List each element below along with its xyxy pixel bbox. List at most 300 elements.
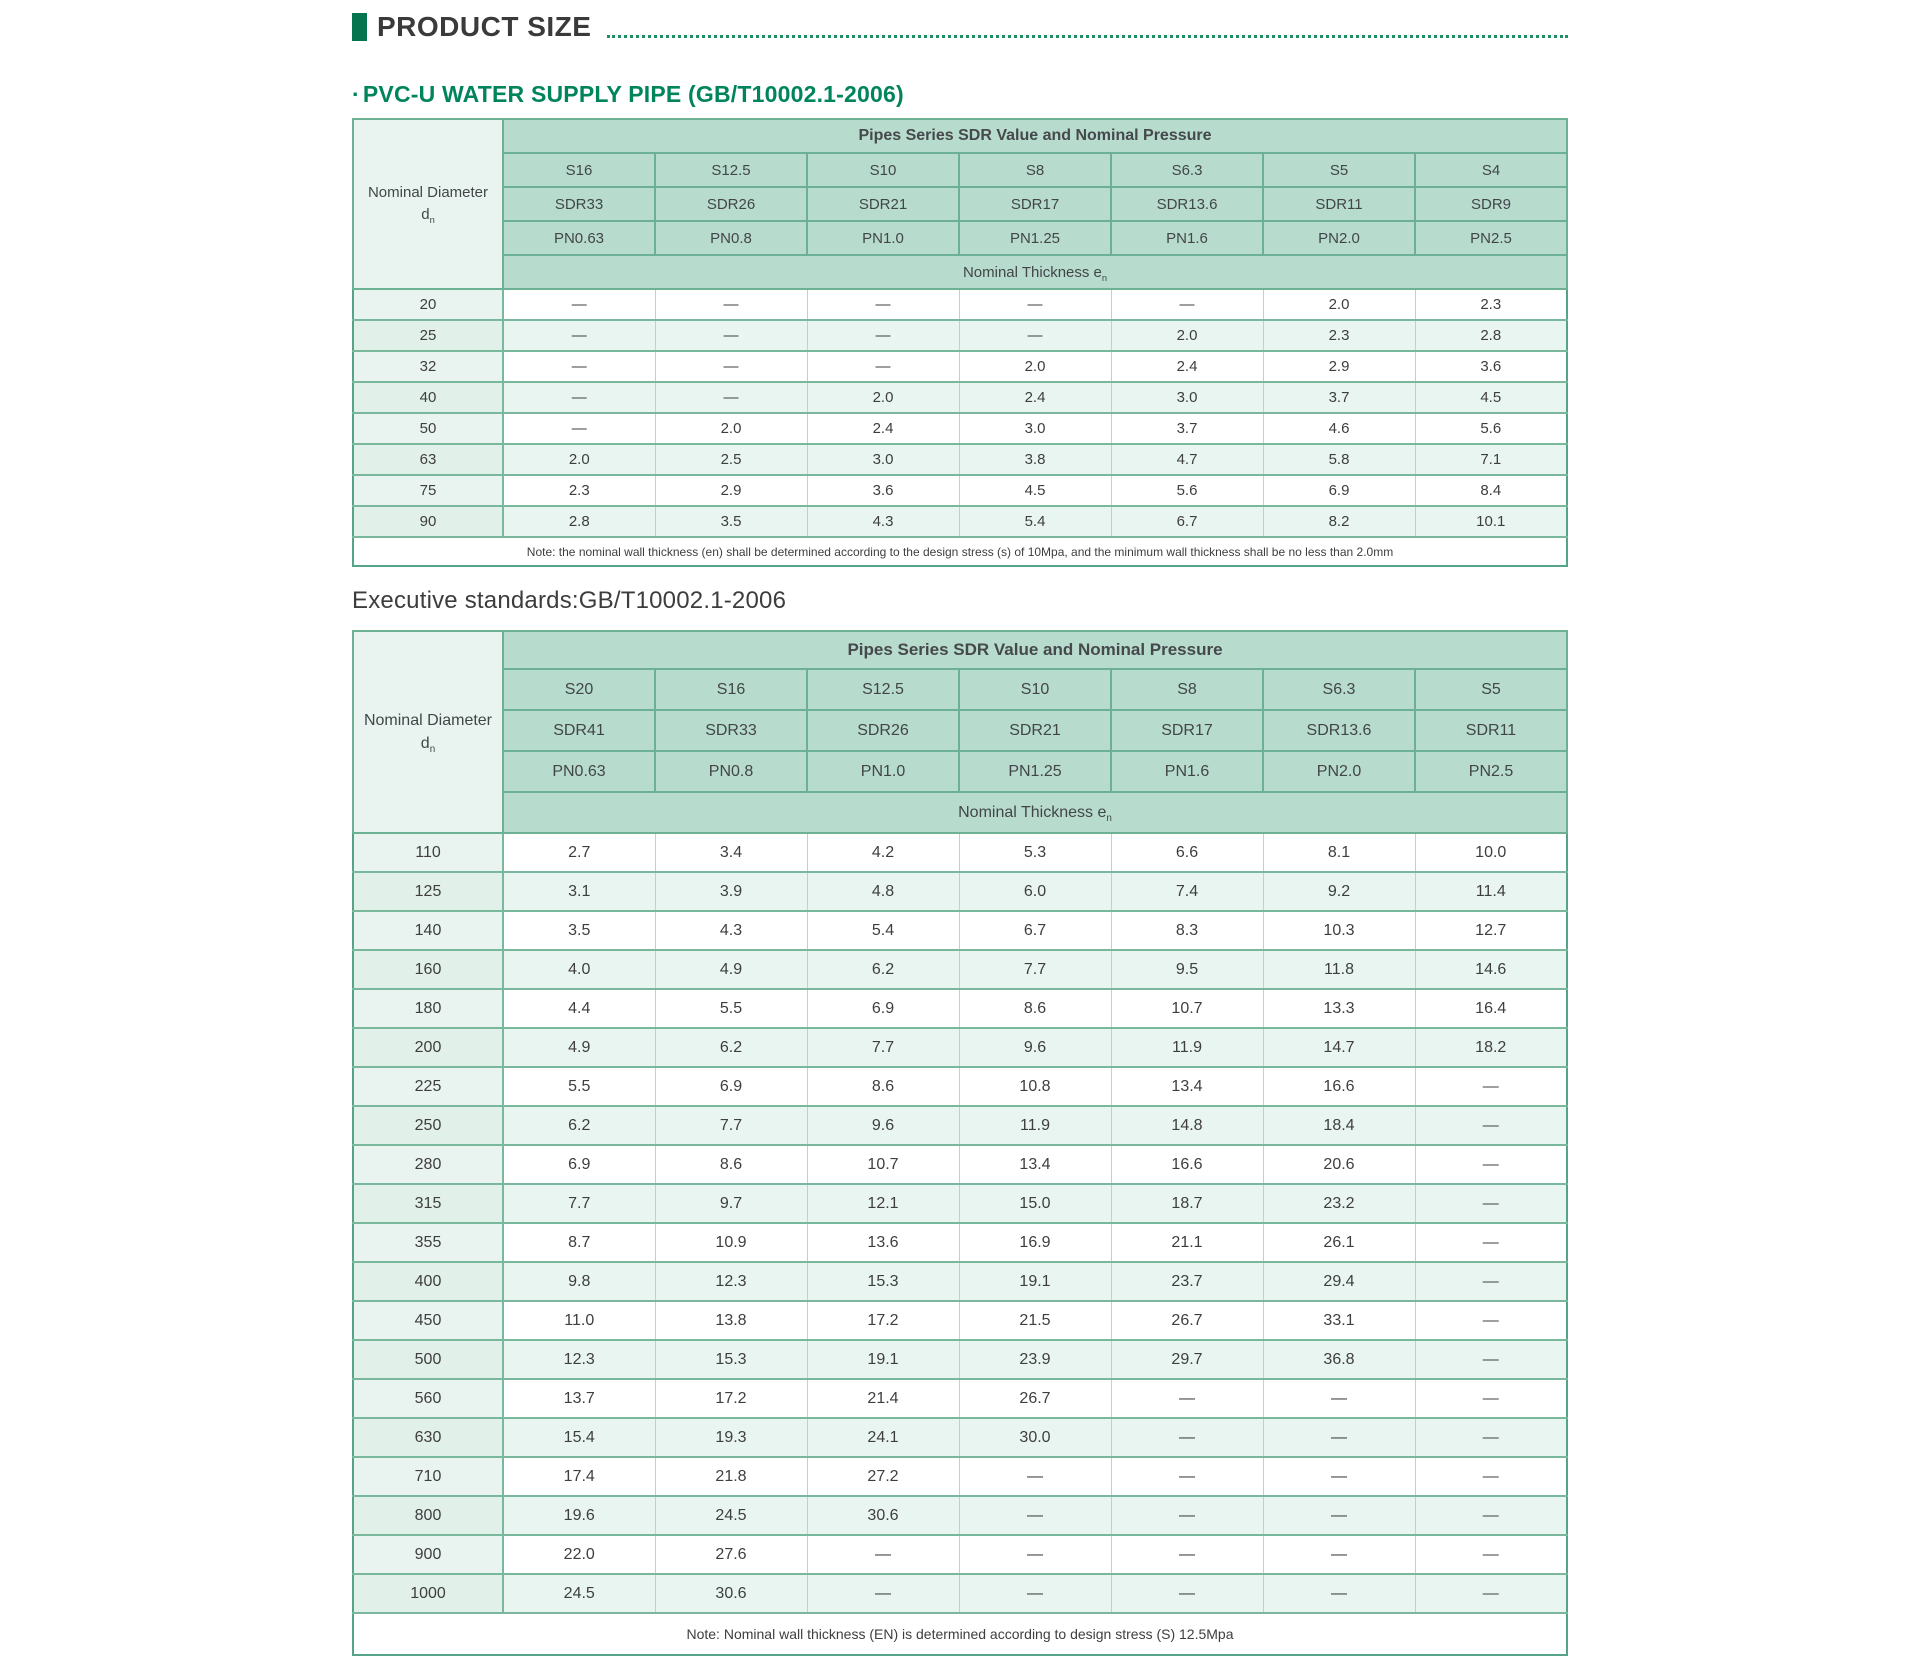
thickness-value-cell: — — [1415, 1262, 1567, 1301]
diameter-label-cell: 1000 — [353, 1574, 503, 1613]
diameter-label-cell: 630 — [353, 1418, 503, 1457]
sdr-header-cell: SDR33 — [503, 187, 655, 221]
thickness-value-cell: 4.3 — [655, 911, 807, 950]
thickness-value-cell: 4.9 — [503, 1028, 655, 1067]
nominal-thickness-row — [353, 255, 1567, 289]
sdr-header-cell: SDR21 — [959, 710, 1111, 751]
thickness-value-cell: — — [1263, 1379, 1415, 1418]
pn-header-cell: PN1.6 — [1111, 221, 1263, 255]
thickness-value-cell: — — [503, 289, 655, 320]
table2-body — [353, 833, 1567, 1613]
pn-header-cell: PN0.8 — [655, 751, 807, 792]
nominal-thickness-header-cell — [503, 792, 1567, 833]
thickness-value-cell: 2.0 — [959, 351, 1111, 382]
table-row — [353, 1496, 1567, 1535]
thickness-value-cell: 2.9 — [1263, 351, 1415, 382]
thickness-value-cell: — — [655, 320, 807, 351]
pn-header-cell: PN2.0 — [1263, 751, 1415, 792]
thickness-value-cell: 9.6 — [959, 1028, 1111, 1067]
thickness-value-cell: 10.0 — [1415, 833, 1567, 872]
thickness-value-cell: — — [807, 289, 959, 320]
thickness-value-cell: 4.5 — [959, 475, 1111, 506]
thickness-value-cell: — — [807, 1574, 959, 1613]
table2-header — [353, 631, 1567, 833]
thickness-value-cell: 13.7 — [503, 1379, 655, 1418]
thickness-value-cell: — — [655, 382, 807, 413]
thickness-value-cell: — — [1415, 1067, 1567, 1106]
thickness-value-cell: 19.1 — [959, 1262, 1111, 1301]
thickness-value-cell: 2.3 — [503, 475, 655, 506]
thickness-value-cell: 4.6 — [1263, 413, 1415, 444]
s-series-header-cell: S6.3 — [1111, 153, 1263, 187]
thickness-value-cell: — — [1111, 1496, 1263, 1535]
thickness-value-cell: 2.0 — [655, 413, 807, 444]
thickness-value-cell: 6.2 — [503, 1106, 655, 1145]
thickness-value-cell: 23.9 — [959, 1340, 1111, 1379]
thickness-value-cell: — — [1263, 1418, 1415, 1457]
corner-cell-nominal-diameter — [353, 631, 503, 833]
thickness-value-cell: — — [1415, 1301, 1567, 1340]
thickness-value-cell: 19.3 — [655, 1418, 807, 1457]
table-row — [353, 475, 1567, 506]
thickness-value-cell: 6.7 — [959, 911, 1111, 950]
thickness-value-cell: 29.4 — [1263, 1262, 1415, 1301]
thickness-value-cell: 12.3 — [503, 1340, 655, 1379]
thickness-value-cell: 30.6 — [655, 1574, 807, 1613]
thickness-value-cell: 6.2 — [655, 1028, 807, 1067]
thickness-value-cell: 4.0 — [503, 950, 655, 989]
table-row — [353, 382, 1567, 413]
diameter-label-cell: 32 — [353, 351, 503, 382]
thickness-value-cell: — — [1111, 1379, 1263, 1418]
diameter-label-cell: 20 — [353, 289, 503, 320]
thickness-value-cell: 8.1 — [1263, 833, 1415, 872]
table-row — [353, 413, 1567, 444]
pn-header-cell: PN0.8 — [655, 221, 807, 255]
thickness-value-cell: — — [1111, 1574, 1263, 1613]
thickness-value-cell: 11.8 — [1263, 950, 1415, 989]
thickness-value-cell: 12.1 — [807, 1184, 959, 1223]
executive-standards: Executive standards:GB/T10002.1-2006 — [352, 587, 787, 614]
thickness-value-cell: 4.5 — [1415, 382, 1567, 413]
thickness-value-cell: 6.2 — [807, 950, 959, 989]
sdr-header-cell: SDR13.6 — [1111, 187, 1263, 221]
thickness-value-cell: 2.0 — [1263, 289, 1415, 320]
thickness-value-cell: — — [1415, 1418, 1567, 1457]
thickness-value-cell: 2.0 — [807, 382, 959, 413]
table-row — [353, 1262, 1567, 1301]
diameter-label-cell: 63 — [353, 444, 503, 475]
symbol-text: Nominal Thickness e — [958, 803, 1107, 821]
corner-label: Nominal Diameter — [367, 184, 489, 202]
table-row — [353, 320, 1567, 351]
thickness-value-cell: 18.7 — [1111, 1184, 1263, 1223]
thickness-value-cell: 24.1 — [807, 1418, 959, 1457]
table-row — [353, 289, 1567, 320]
thickness-value-cell: 2.8 — [503, 506, 655, 537]
thickness-value-cell: — — [1263, 1496, 1415, 1535]
thickness-value-cell: 29.7 — [1111, 1340, 1263, 1379]
thickness-value-cell: 8.3 — [1111, 911, 1263, 950]
h-sdr-row — [353, 710, 1567, 751]
thickness-value-cell: 21.8 — [655, 1457, 807, 1496]
section-title-bar-icon — [352, 13, 367, 41]
s-series-header-cell: S12.5 — [807, 669, 959, 710]
nominal-thickness-header-cell — [503, 255, 1567, 289]
table-row — [353, 872, 1567, 911]
thickness-value-cell: 16.6 — [1111, 1145, 1263, 1184]
thickness-value-cell: 27.2 — [807, 1457, 959, 1496]
pn-header-cell: PN1.0 — [807, 221, 959, 255]
symbol-subscript: n — [429, 215, 435, 225]
thickness-value-cell: 3.0 — [807, 444, 959, 475]
thickness-value-cell: 15.3 — [807, 1262, 959, 1301]
sdr-header-cell: SDR11 — [1263, 187, 1415, 221]
thickness-value-cell: 6.9 — [1263, 475, 1415, 506]
table-row — [353, 950, 1567, 989]
table-row — [353, 1184, 1567, 1223]
s-series-header-cell: S4 — [1415, 153, 1567, 187]
thickness-value-cell: — — [1111, 289, 1263, 320]
thickness-value-cell: 15.4 — [503, 1418, 655, 1457]
table-row — [353, 1223, 1567, 1262]
corner-label: Nominal Diameter — [363, 711, 493, 729]
thickness-value-cell: 36.8 — [1263, 1340, 1415, 1379]
pn-header-cell: PN0.63 — [503, 221, 655, 255]
thickness-value-cell: 3.0 — [1111, 382, 1263, 413]
thickness-value-cell: 10.7 — [807, 1145, 959, 1184]
thickness-value-cell: 7.1 — [1415, 444, 1567, 475]
thickness-value-cell: 4.7 — [1111, 444, 1263, 475]
thickness-value-cell: — — [1415, 1496, 1567, 1535]
thickness-value-cell: 2.0 — [1111, 320, 1263, 351]
sdr-header-cell: SDR13.6 — [1263, 710, 1415, 751]
thickness-value-cell: 13.6 — [807, 1223, 959, 1262]
sdr-header-cell: SDR17 — [959, 187, 1111, 221]
thickness-value-cell: 2.7 — [503, 833, 655, 872]
thickness-value-cell: — — [1111, 1457, 1263, 1496]
thickness-value-cell: 13.8 — [655, 1301, 807, 1340]
thickness-value-cell: 7.4 — [1111, 872, 1263, 911]
sdr-header-cell: SDR9 — [1415, 187, 1567, 221]
thickness-value-cell: 23.7 — [1111, 1262, 1263, 1301]
thickness-value-cell: 8.6 — [807, 1067, 959, 1106]
thickness-value-cell: 3.8 — [959, 444, 1111, 475]
thickness-value-cell: 8.6 — [655, 1145, 807, 1184]
s-series-header-cell: S8 — [959, 153, 1111, 187]
diameter-label-cell: 75 — [353, 475, 503, 506]
table-row — [353, 833, 1567, 872]
s-series-header-cell: S16 — [503, 153, 655, 187]
thickness-value-cell: — — [1415, 1223, 1567, 1262]
thickness-value-cell: — — [1415, 1106, 1567, 1145]
thickness-value-cell: 10.9 — [655, 1223, 807, 1262]
thickness-value-cell: — — [503, 413, 655, 444]
sdr-header-cell: SDR33 — [655, 710, 807, 751]
thickness-value-cell: 15.3 — [655, 1340, 807, 1379]
diameter-label-cell: 450 — [353, 1301, 503, 1340]
table-row — [353, 1574, 1567, 1613]
thickness-value-cell: 8.7 — [503, 1223, 655, 1262]
thickness-value-cell: — — [959, 320, 1111, 351]
thickness-value-cell: 13.4 — [1111, 1067, 1263, 1106]
thickness-value-cell: — — [1263, 1457, 1415, 1496]
thickness-value-cell: 10.7 — [1111, 989, 1263, 1028]
thickness-value-cell: — — [1111, 1418, 1263, 1457]
symbol-text: d — [421, 206, 430, 223]
thickness-value-cell: — — [959, 1574, 1111, 1613]
diameter-label-cell: 50 — [353, 413, 503, 444]
thickness-value-cell: 3.9 — [655, 872, 807, 911]
thickness-value-cell: — — [807, 320, 959, 351]
thickness-value-cell: — — [1415, 1379, 1567, 1418]
pvcu-pipe-size-table-small-diameters — [352, 118, 1568, 567]
dotted-divider — [607, 35, 1568, 38]
thickness-value-cell: 11.9 — [1111, 1028, 1263, 1067]
diameter-label-cell: 40 — [353, 382, 503, 413]
s-series-header-cell: S5 — [1415, 669, 1567, 710]
table2-footer — [353, 1613, 1567, 1655]
pn-header-cell: PN1.0 — [807, 751, 959, 792]
thickness-value-cell: 3.5 — [655, 506, 807, 537]
thickness-value-cell: 3.0 — [959, 413, 1111, 444]
series-group-header-cell: Pipes Series SDR Value and Nominal Pressure — [503, 631, 1567, 669]
thickness-value-cell: 5.6 — [1415, 413, 1567, 444]
thickness-value-cell: 26.1 — [1263, 1223, 1415, 1262]
table-row — [353, 1067, 1567, 1106]
diameter-label-cell: 250 — [353, 1106, 503, 1145]
thickness-value-cell: 9.5 — [1111, 950, 1263, 989]
sdr-header-cell: SDR26 — [655, 187, 807, 221]
thickness-value-cell: — — [959, 1535, 1111, 1574]
diameter-label-cell: 315 — [353, 1184, 503, 1223]
thickness-value-cell: 21.4 — [807, 1379, 959, 1418]
table-row — [353, 1106, 1567, 1145]
thickness-value-cell: 13.4 — [959, 1145, 1111, 1184]
thickness-value-cell: 2.4 — [1111, 351, 1263, 382]
h-pn-row — [353, 221, 1567, 255]
thickness-value-cell: 12.3 — [655, 1262, 807, 1301]
table-row — [353, 351, 1567, 382]
thickness-value-cell: 16.4 — [1415, 989, 1567, 1028]
thickness-value-cell: 8.4 — [1415, 475, 1567, 506]
thickness-value-cell: — — [1263, 1574, 1415, 1613]
thickness-value-cell: 19.6 — [503, 1496, 655, 1535]
s-series-header-cell: S16 — [655, 669, 807, 710]
sdr-header-cell: SDR41 — [503, 710, 655, 751]
product-subtitle — [352, 83, 1568, 106]
diameter-label-cell: 180 — [353, 989, 503, 1028]
thickness-value-cell: 2.8 — [1415, 320, 1567, 351]
thickness-value-cell: 3.7 — [1111, 413, 1263, 444]
table-row — [353, 506, 1567, 537]
diameter-label-cell: 560 — [353, 1379, 503, 1418]
thickness-value-cell: — — [1415, 1340, 1567, 1379]
thickness-value-cell: 12.7 — [1415, 911, 1567, 950]
thickness-value-cell: 2.3 — [1415, 289, 1567, 320]
thickness-value-cell: 17.2 — [655, 1379, 807, 1418]
thickness-value-cell: 8.6 — [959, 989, 1111, 1028]
note-cell: Note: the nominal wall thickness (en) shall be determined according to the design stress (s) of 10Mpa, and the minimum wall thickness shall be no less than 2.0mm — [353, 537, 1567, 566]
thickness-value-cell: 15.0 — [959, 1184, 1111, 1223]
thickness-value-cell: 4.4 — [503, 989, 655, 1028]
thickness-value-cell: 13.3 — [1263, 989, 1415, 1028]
diameter-label-cell: 25 — [353, 320, 503, 351]
thickness-value-cell: 3.1 — [503, 872, 655, 911]
thickness-value-cell: — — [503, 320, 655, 351]
thickness-value-cell: 4.2 — [807, 833, 959, 872]
pn-header-cell: PN2.5 — [1415, 751, 1567, 792]
header-title-row — [353, 631, 1567, 669]
note-row — [353, 1613, 1567, 1655]
s-series-header-cell: S10 — [807, 153, 959, 187]
thickness-value-cell: 5.6 — [1111, 475, 1263, 506]
diameter-label-cell: 500 — [353, 1340, 503, 1379]
thickness-value-cell: 30.6 — [807, 1496, 959, 1535]
note-cell: Note: Nominal wall thickness (EN) is determined according to design stress (S) 12.5Mpa — [353, 1613, 1567, 1655]
table-row — [353, 1418, 1567, 1457]
diameter-label-cell: 90 — [353, 506, 503, 537]
series-group-header-cell: Pipes Series SDR Value and Nominal Pressure — [503, 119, 1567, 153]
table-row — [353, 911, 1567, 950]
s-series-header-cell: S10 — [959, 669, 1111, 710]
thickness-value-cell: 9.6 — [807, 1106, 959, 1145]
header-title-row — [353, 119, 1567, 153]
h-pn-row — [353, 751, 1567, 792]
table-row — [353, 1028, 1567, 1067]
subtitle-bullet: · — [352, 81, 360, 107]
thickness-value-cell: 5.4 — [959, 506, 1111, 537]
diameter-label-cell: 400 — [353, 1262, 503, 1301]
thickness-value-cell: 24.5 — [655, 1496, 807, 1535]
thickness-value-cell: 20.6 — [1263, 1145, 1415, 1184]
pn-header-cell: PN1.25 — [959, 221, 1111, 255]
subtitle-text: PVC-U WATER SUPPLY PIPE (GB/T10002.1-2006) — [362, 81, 904, 107]
thickness-value-cell: 5.5 — [655, 989, 807, 1028]
thickness-value-cell: 16.6 — [1263, 1067, 1415, 1106]
diameter-label-cell: 355 — [353, 1223, 503, 1262]
table-row — [353, 1340, 1567, 1379]
thickness-value-cell: — — [655, 351, 807, 382]
thickness-value-cell: 9.7 — [655, 1184, 807, 1223]
thickness-value-cell: 17.4 — [503, 1457, 655, 1496]
s-series-header-cell: S20 — [503, 669, 655, 710]
sdr-header-cell: SDR21 — [807, 187, 959, 221]
thickness-value-cell: — — [1415, 1184, 1567, 1223]
thickness-value-cell: 7.7 — [655, 1106, 807, 1145]
pn-header-cell: PN2.0 — [1263, 221, 1415, 255]
thickness-value-cell: 23.2 — [1263, 1184, 1415, 1223]
thickness-value-cell: — — [503, 351, 655, 382]
table-row — [353, 444, 1567, 475]
thickness-value-cell: 18.2 — [1415, 1028, 1567, 1067]
thickness-value-cell: 4.8 — [807, 872, 959, 911]
thickness-value-cell: 18.4 — [1263, 1106, 1415, 1145]
thickness-value-cell: 2.9 — [655, 475, 807, 506]
thickness-value-cell: — — [1415, 1535, 1567, 1574]
thickness-value-cell: 14.7 — [1263, 1028, 1415, 1067]
thickness-value-cell: 11.9 — [959, 1106, 1111, 1145]
thickness-value-cell: 8.2 — [1263, 506, 1415, 537]
thickness-value-cell: 9.8 — [503, 1262, 655, 1301]
page — [352, 0, 1568, 1656]
section-title: PRODUCT SIZE — [377, 11, 592, 42]
thickness-value-cell: — — [1415, 1145, 1567, 1184]
diameter-label-cell: 160 — [353, 950, 503, 989]
table-row — [353, 1535, 1567, 1574]
thickness-value-cell: 6.0 — [959, 872, 1111, 911]
h-sdr-row — [353, 187, 1567, 221]
thickness-value-cell: 3.4 — [655, 833, 807, 872]
nominal-thickness-row — [353, 792, 1567, 833]
thickness-value-cell: 6.7 — [1111, 506, 1263, 537]
thickness-value-cell: 2.5 — [655, 444, 807, 475]
thickness-value-cell: — — [807, 1535, 959, 1574]
diameter-label-cell: 200 — [353, 1028, 503, 1067]
thickness-value-cell: 2.0 — [503, 444, 655, 475]
thickness-value-cell: 17.2 — [807, 1301, 959, 1340]
pn-header-cell: PN2.5 — [1415, 221, 1567, 255]
diameter-label-cell: 125 — [353, 872, 503, 911]
thickness-value-cell: 24.5 — [503, 1574, 655, 1613]
thickness-value-cell: 3.7 — [1263, 382, 1415, 413]
table-row — [353, 989, 1567, 1028]
symbol-subscript: n — [1106, 812, 1112, 824]
thickness-value-cell: 6.9 — [807, 989, 959, 1028]
thickness-value-cell: 22.0 — [503, 1535, 655, 1574]
thickness-value-cell: 3.5 — [503, 911, 655, 950]
note-row — [353, 537, 1567, 566]
symbol-text: Nominal Thickness e — [962, 263, 1102, 281]
section-header — [352, 13, 1568, 41]
h-s-row — [353, 153, 1567, 187]
thickness-value-cell: — — [1415, 1457, 1567, 1496]
thickness-value-cell: 30.0 — [959, 1418, 1111, 1457]
thickness-value-cell: 3.6 — [1415, 351, 1567, 382]
s-series-header-cell: S6.3 — [1263, 669, 1415, 710]
thickness-value-cell: 6.9 — [503, 1145, 655, 1184]
table1-body — [353, 289, 1567, 537]
pvcu-pipe-size-table-large-diameters — [352, 630, 1568, 1656]
thickness-value-cell: 26.7 — [959, 1379, 1111, 1418]
thickness-value-cell: 5.4 — [807, 911, 959, 950]
thickness-value-cell: 5.8 — [1263, 444, 1415, 475]
thickness-value-cell: — — [959, 289, 1111, 320]
thickness-value-cell: — — [959, 1496, 1111, 1535]
diameter-label-cell: 900 — [353, 1535, 503, 1574]
thickness-value-cell: 2.4 — [959, 382, 1111, 413]
thickness-value-cell: 4.3 — [807, 506, 959, 537]
thickness-value-cell: — — [655, 289, 807, 320]
thickness-value-cell: 5.5 — [503, 1067, 655, 1106]
thickness-value-cell: 5.3 — [959, 833, 1111, 872]
s-series-header-cell: S5 — [1263, 153, 1415, 187]
thickness-value-cell: 11.4 — [1415, 872, 1567, 911]
table-row — [353, 1301, 1567, 1340]
diameter-label-cell: 225 — [353, 1067, 503, 1106]
thickness-value-cell: 21.1 — [1111, 1223, 1263, 1262]
table-row — [353, 1457, 1567, 1496]
table1-header — [353, 119, 1567, 289]
thickness-value-cell: — — [1415, 1574, 1567, 1613]
symbol-text: d — [420, 735, 430, 752]
thickness-value-cell: 7.7 — [807, 1028, 959, 1067]
thickness-value-cell: 16.9 — [959, 1223, 1111, 1262]
table-row — [353, 1145, 1567, 1184]
thickness-value-cell: 26.7 — [1111, 1301, 1263, 1340]
sdr-header-cell: SDR11 — [1415, 710, 1567, 751]
thickness-value-cell: 10.8 — [959, 1067, 1111, 1106]
